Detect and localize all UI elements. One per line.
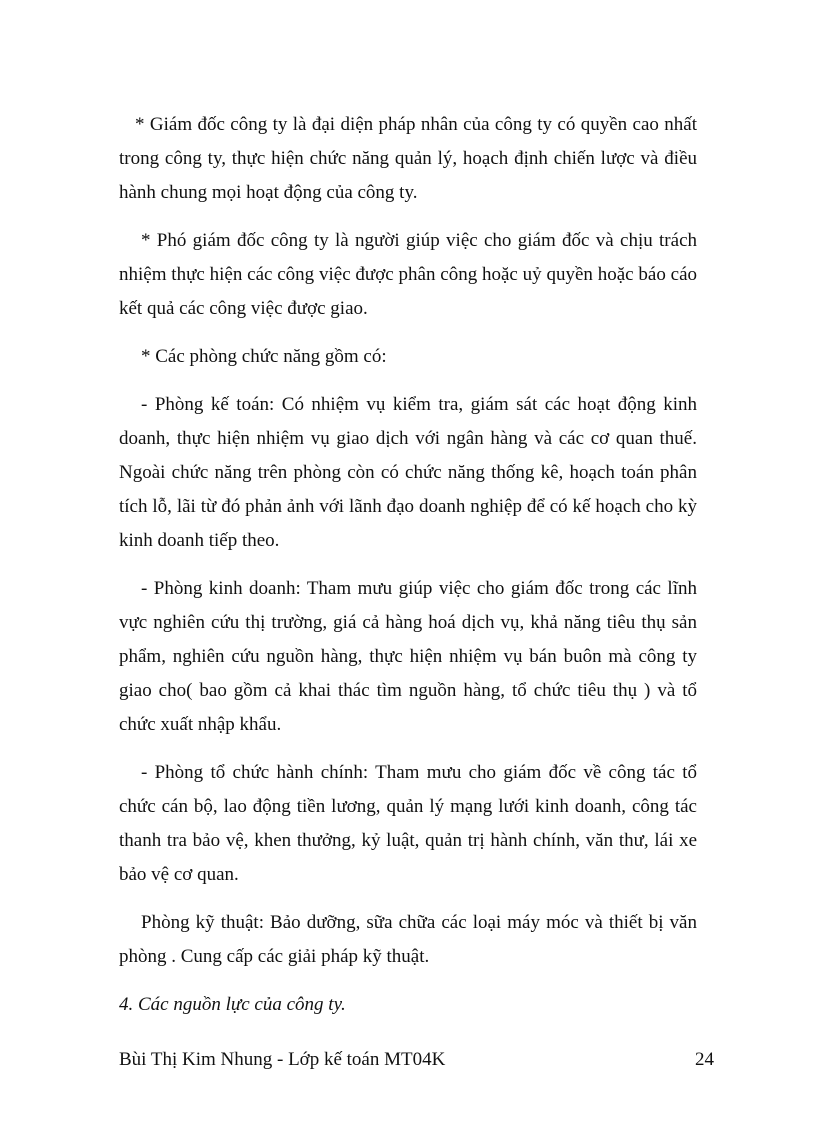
page-footer: [119, 1046, 714, 1074]
paragraph-technical-dept: Phòng kỹ thuật: Bảo dưỡng, sữa chữa các loại máy móc và thiết bị văn phòng . Cung cấp các giải pháp kỹ thuật.: [119, 912, 697, 967]
paragraph-departments-intro: * Các phòng chức năng gồm có:: [141, 346, 387, 367]
paragraph-accounting-dept: - Phòng kế toán: Có nhiệm vụ kiểm tra, giám sát các hoạt động kinh doanh, thực hiện nhiệm vụ giao dịch với ngân hàng và các cơ quan thuế. Ngoài chức năng trên phòng còn có chức năng thống kê, hoạch toán phân tích lỗ, lãi từ đó phản ảnh với lãnh đạo doanh nghiệp để có kế hoạch cho kỳ kinh doanh tiếp theo.: [119, 394, 697, 551]
paragraph-director: * Giám đốc công ty là đại diện pháp nhân của công ty có quyền cao nhất trong công ty, thực hiện chức năng quản lý, hoạch định chiến lược và điều hành chung mọi hoạt động của công ty.: [119, 114, 697, 203]
paragraph-business-dept: - Phòng kinh doanh: Tham mưu giúp việc cho giám đốc trong các lĩnh vực nghiên cứu thị trường, giá cả hàng hoá dịch vụ, khả năng tiêu thụ sản phẩm, nghiên cứu nguồn hàng, thực hiện nhiệm vụ bán buôn mà công ty giao cho( bao gồm cả khai thác tìm nguồn hàng, tổ chức tiêu thụ ) và tổ chức xuất nhập khẩu.: [119, 578, 697, 735]
document-body: [119, 108, 697, 1022]
paragraph-admin-dept: - Phòng tổ chức hành chính: Tham mưu cho giám đốc về công tác tổ chức cán bộ, lao động tiền lương, quản lý mạng lưới kinh doanh, công tác thanh tra bảo vệ, khen thưởng, kỷ luật, quản trị hành chính, văn thư, lái xe bảo vệ cơ quan.: [119, 762, 697, 885]
section-heading: 4. Các nguồn lực của công ty.: [119, 994, 346, 1015]
footer-author: Bùi Thị Kim Nhung - Lớp kế toán MT04K: [119, 1049, 446, 1070]
paragraph-deputy-director: * Phó giám đốc công ty là người giúp việc cho giám đốc và chịu trách nhiệm thực hiện các công việc được phân công hoặc uỷ quyền hoặc báo cáo kết quả các công việc được giao.: [119, 230, 697, 319]
page-number: 24: [695, 1049, 714, 1070]
